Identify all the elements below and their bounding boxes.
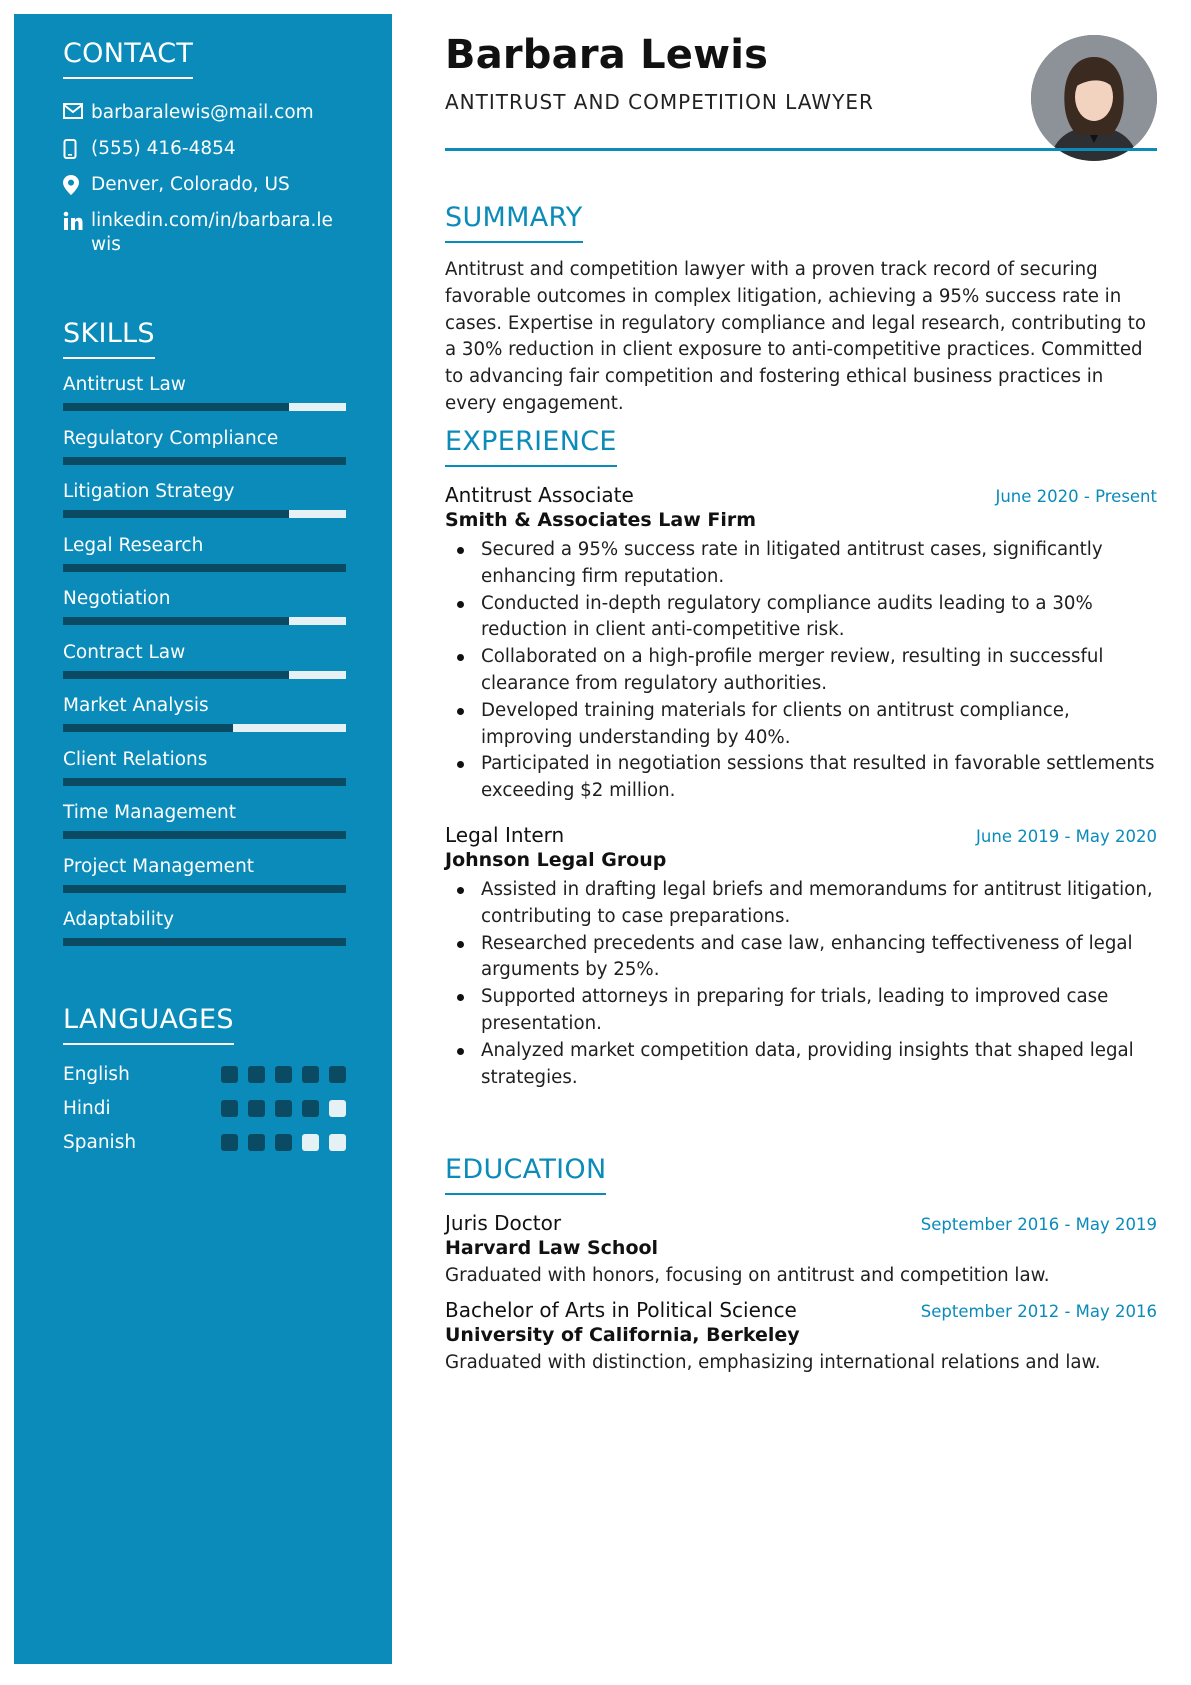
skill-label: Time Management <box>63 802 237 823</box>
job-bullet: Participated in negotiation sessions that resulted in favorable settlements exceeding $2 million. <box>445 751 1157 805</box>
job-bullet: Collaborated on a high-profile merger review, resulting in successful clearance from regulatory authorities. <box>445 644 1157 698</box>
language-item <box>63 1125 346 1159</box>
skill-item <box>63 373 346 427</box>
skill-label: Client Relations <box>63 748 208 770</box>
skill-bar <box>63 831 346 839</box>
language-level <box>221 1134 346 1151</box>
contact-email-text: barbaralewis@mail.com <box>91 102 314 123</box>
summary-section <box>445 202 1157 418</box>
school-name: Harvard Law School <box>445 1237 659 1259</box>
sidebar <box>14 14 392 1664</box>
skill-label: Negotiation <box>63 588 171 609</box>
contact-location <box>63 173 346 197</box>
skill-item <box>63 801 346 855</box>
skill-bar <box>63 938 346 946</box>
experience-heading-rule <box>445 465 617 467</box>
skill-label: Market Analysis <box>63 695 209 716</box>
skill-item <box>63 748 346 802</box>
education-entry <box>445 1211 1157 1290</box>
skill-label: Adaptability <box>63 909 175 930</box>
skill-bar-fill <box>63 938 346 946</box>
summary-heading-rule <box>445 241 583 243</box>
skill-item <box>63 641 346 695</box>
profile-photo <box>1031 35 1157 161</box>
level-dot <box>329 1066 346 1083</box>
education-note: Graduated with distinction, emphasizing international relations and law. <box>445 1351 1101 1373</box>
skill-label: Legal Research <box>63 534 204 556</box>
skill-bar <box>63 671 346 679</box>
level-dot <box>221 1100 238 1117</box>
level-dot <box>248 1100 265 1117</box>
skill-bar <box>63 617 346 625</box>
level-dot <box>248 1066 265 1083</box>
language-level <box>221 1100 346 1117</box>
summary-heading: SUMMARY <box>445 202 583 233</box>
skills-heading: SKILLS <box>63 318 155 349</box>
languages-section <box>63 1004 346 1159</box>
location-pin-icon <box>63 173 91 195</box>
experience-heading: EXPERIENCE <box>445 426 617 457</box>
level-dot <box>275 1100 292 1117</box>
skill-bar-fill <box>63 885 346 893</box>
skill-item <box>63 908 346 962</box>
envelope-icon <box>63 101 91 119</box>
skills-heading-rule <box>63 357 155 359</box>
skill-bar <box>63 510 346 518</box>
skill-label: Regulatory Compliance <box>63 427 279 449</box>
job-organization: Smith & Associates Law Firm <box>445 509 757 531</box>
skill-bar-fill <box>63 831 346 839</box>
skill-bar-fill <box>63 510 289 518</box>
contact-phone[interactable] <box>63 137 346 161</box>
skill-label: Litigation Strategy <box>63 481 235 502</box>
job-bullet: Conducted in-depth regulatory compliance audits leading to a 30% reduction in client anti-competitive risk. <box>445 591 1157 645</box>
contact-list <box>63 101 346 257</box>
level-dot <box>329 1100 346 1117</box>
level-dot <box>302 1134 319 1151</box>
candidate-name: Barbara Lewis <box>445 32 769 78</box>
skill-label: Antitrust Law <box>63 374 186 395</box>
language-name: English <box>63 1063 130 1085</box>
skill-label: Contract Law <box>63 641 186 663</box>
degree-title: Juris Doctor <box>445 1211 562 1235</box>
job-organization: Johnson Legal Group <box>445 848 667 871</box>
contact-linkedin-text: linkedin.com/in/barbara.lewis <box>91 210 333 255</box>
skill-label: Project Management <box>63 855 255 877</box>
skill-bar <box>63 403 346 411</box>
job-bullet: Secured a 95% success rate in litigated antitrust cases, significantly enhancing firm reputation. <box>445 537 1157 591</box>
level-dot <box>248 1134 265 1151</box>
skill-bar <box>63 564 346 572</box>
resume-header <box>445 32 1157 172</box>
job-entry <box>445 823 1157 1091</box>
skill-item <box>63 480 346 534</box>
education-note: Graduated with honors, focusing on antitrust and competition law. <box>445 1265 1050 1286</box>
job-bullet: Supported attorneys in preparing for trials, leading to improved case presentation. <box>445 984 1157 1038</box>
skill-item <box>63 427 346 481</box>
language-item <box>63 1057 346 1091</box>
skill-item <box>63 534 346 588</box>
language-name: Spanish <box>63 1131 137 1153</box>
job-bullet: Assisted in drafting legal briefs and memorandums for antitrust litigation, contributing to case preparations. <box>445 877 1157 931</box>
skill-bar <box>63 778 346 786</box>
main-content <box>445 14 1157 1373</box>
education-section <box>445 1154 1157 1377</box>
candidate-title: ANTITRUST AND COMPETITION LAWYER <box>445 90 874 114</box>
contact-heading: CONTACT <box>63 38 194 69</box>
skill-item <box>63 694 346 748</box>
job-bullets <box>445 537 1157 805</box>
language-item <box>63 1091 346 1125</box>
skill-bar-fill <box>63 457 346 465</box>
skill-bar-fill <box>63 778 346 786</box>
skill-item <box>63 855 346 909</box>
skill-bar <box>63 457 346 465</box>
job-entry <box>445 483 1157 805</box>
skill-bar-fill <box>63 671 289 679</box>
phone-icon <box>63 137 91 159</box>
skill-bar <box>63 724 346 732</box>
job-bullet: Analyzed market competition data, providing insights that shaped legal strategies. <box>445 1038 1157 1092</box>
degree-title: Bachelor of Arts in Political Science <box>445 1297 797 1322</box>
contact-linkedin[interactable] <box>63 209 346 257</box>
job-bullet: Developed training materials for clients on antitrust compliance, improving understanding by 40%. <box>445 698 1157 752</box>
level-dot <box>275 1134 292 1151</box>
skill-bar-fill <box>63 403 289 411</box>
languages-list <box>63 1057 346 1159</box>
language-name: Hindi <box>63 1097 111 1119</box>
languages-heading-rule <box>63 1043 234 1045</box>
school-name: University of California, Berkeley <box>445 1323 800 1346</box>
education-date: September 2016 - May 2019 <box>920 1215 1157 1234</box>
skill-bar <box>63 885 346 893</box>
contact-phone-text: (555) 416-4854 <box>91 138 236 159</box>
skill-item <box>63 587 346 641</box>
job-date: June 2020 - Present <box>995 487 1157 506</box>
skill-bar-fill <box>63 617 289 625</box>
languages-heading: LANGUAGES <box>63 1004 234 1035</box>
level-dot <box>221 1134 238 1151</box>
level-dot <box>329 1134 346 1151</box>
skill-bar-fill <box>63 564 346 572</box>
contact-location-text: Denver, Colorado, US <box>91 174 290 195</box>
job-bullet: Researched precedents and case law, enhancing teffectiveness of legal arguments by 25%. <box>445 931 1157 985</box>
level-dot <box>275 1066 292 1083</box>
skills-section <box>63 318 346 962</box>
summary-text: Antitrust and competition lawyer with a proven track record of securing favorable outcomes in complex litigation, achieving a 95% success rate in cases. Expertise in regulatory compliance and legal research, contributing to a 30% reduction in client exposure to anti-competitive practices. Committed to advancing fair competition and fostering ethical business practices in every engagement. <box>445 259 1146 414</box>
job-bullets <box>445 877 1157 1091</box>
level-dot <box>221 1066 238 1083</box>
job-role: Legal Intern <box>445 822 565 847</box>
skill-bar-fill <box>63 724 233 732</box>
education-entry <box>445 1298 1157 1377</box>
job-role: Antitrust Associate <box>445 483 634 507</box>
job-date: June 2019 - May 2020 <box>976 826 1157 846</box>
contact-email[interactable] <box>63 101 346 125</box>
level-dot <box>302 1100 319 1117</box>
contact-heading-rule <box>63 77 193 79</box>
experience-section <box>445 426 1157 1091</box>
header-divider <box>445 148 1157 151</box>
education-heading-rule <box>445 1193 606 1195</box>
linkedin-icon <box>63 209 91 231</box>
level-dot <box>302 1066 319 1083</box>
skills-list <box>63 373 346 962</box>
language-level <box>221 1066 346 1083</box>
education-date: September 2012 - May 2016 <box>920 1301 1157 1321</box>
education-heading: EDUCATION <box>445 1154 607 1185</box>
contact-section <box>63 38 346 269</box>
